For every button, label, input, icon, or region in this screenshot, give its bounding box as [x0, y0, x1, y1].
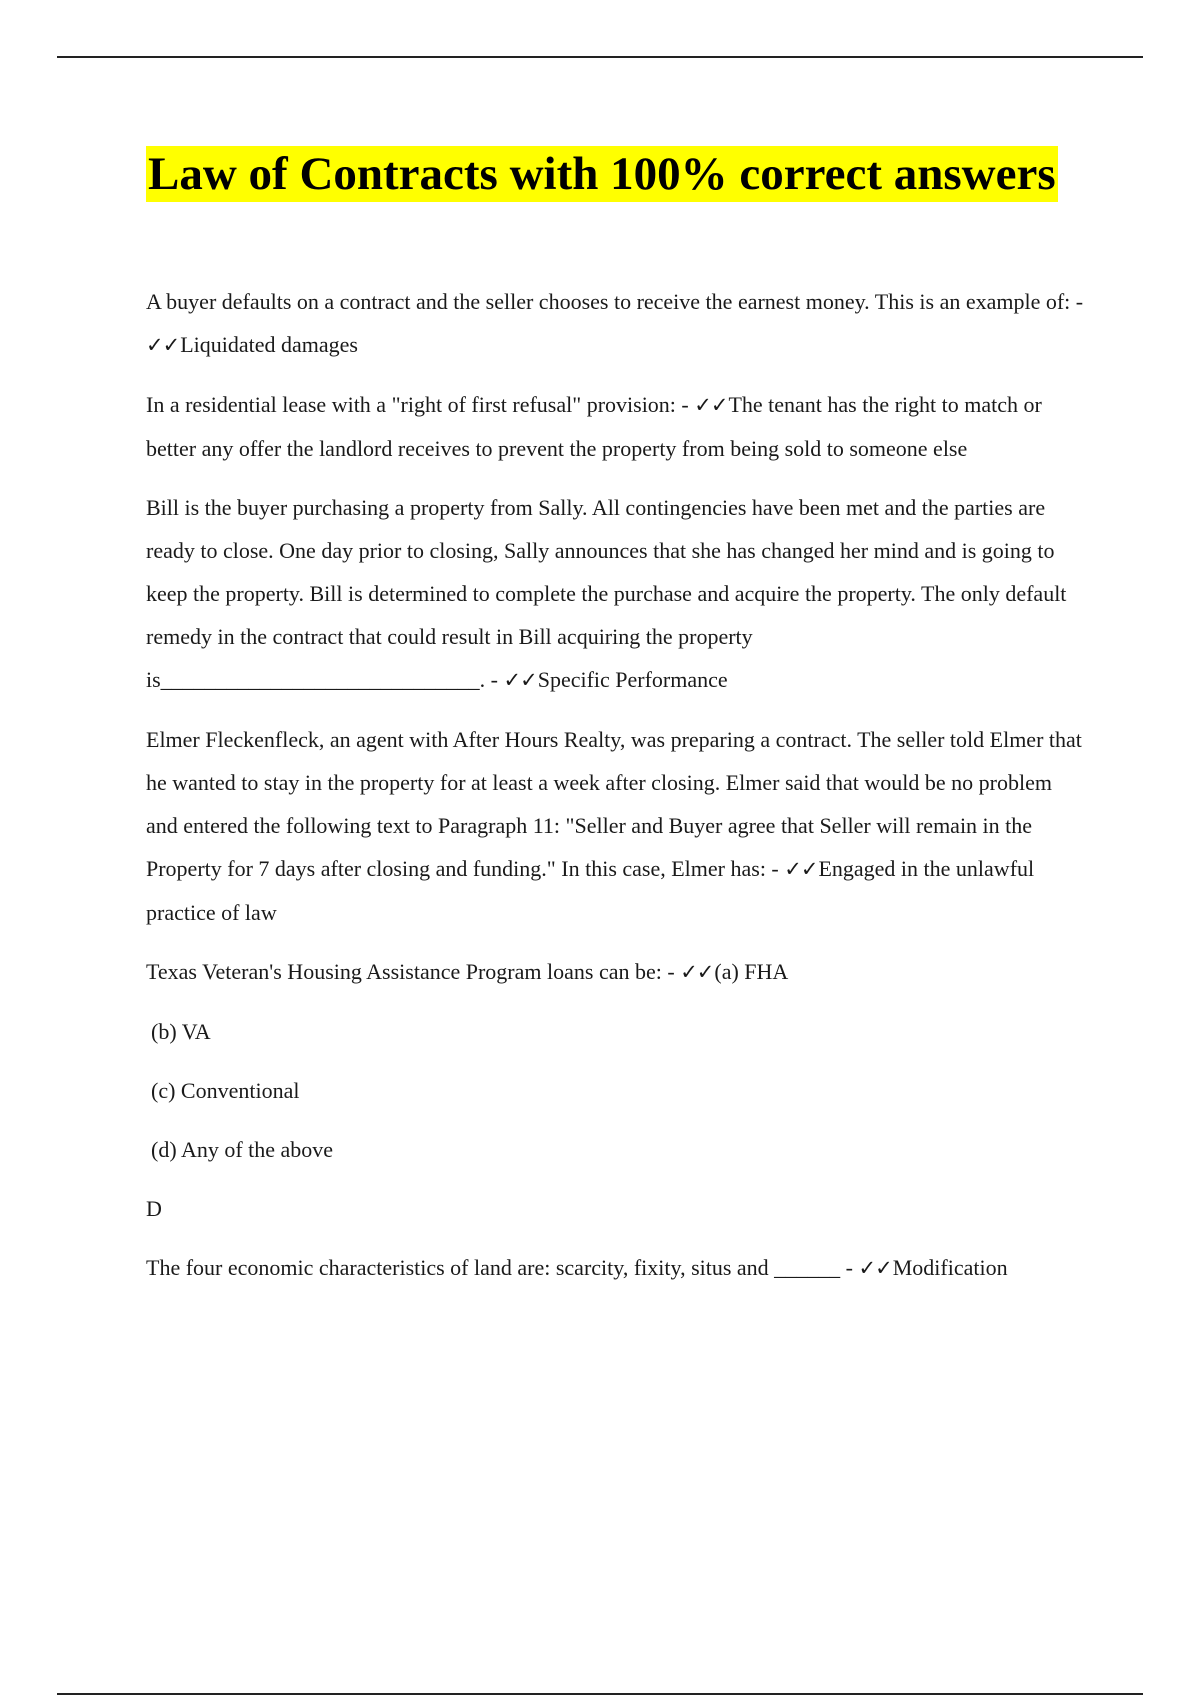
qa-item-6 [146, 1246, 1086, 1290]
double-check-icon: ✓✓ [784, 857, 818, 881]
qa-item-1 [146, 280, 1086, 367]
answer-text: Engaged in the unlawful practice of law [146, 856, 1035, 925]
qa-list [146, 280, 1086, 1290]
option-b: (b) VA [151, 1019, 211, 1044]
question-text: A buyer defaults on a contract and the seller chooses to receive the earnest money. This is an example of: - [146, 289, 1084, 314]
double-check-icon: ✓✓ [503, 668, 537, 692]
option-d: (d) Any of the above [151, 1137, 334, 1162]
question-text: Texas Veteran's Housing Assistance Program loans can be: - [146, 959, 675, 984]
options-answer: D [146, 1196, 162, 1221]
question-text: The four economic characteristics of land are: scarcity, fixity, situs and ______ - [146, 1255, 854, 1280]
double-check-icon: ✓✓ [146, 333, 180, 357]
qa-item-3 [146, 486, 1086, 702]
qa-item-4 [146, 718, 1086, 934]
answer-text: The tenant has the right to match or better any offer the landlord receives to prevent the property from being sold to someone else [146, 392, 1042, 461]
double-check-icon: ✓✓ [694, 393, 728, 417]
answer-text: Specific Performance [537, 667, 728, 692]
answer-text: Modification [892, 1255, 1008, 1280]
double-check-icon: ✓✓ [858, 1256, 892, 1280]
qa-item-2 [146, 383, 1086, 470]
double-check-icon: ✓✓ [680, 960, 714, 984]
question-text: Bill is the buyer purchasing a property from Sally. All contingencies have been met and the parties are ready to close. One day prior to closing, Sally announces that she has changed her mind and is going to keep the property. Bill is determined to complete the purchase and acquire the property. The only default remedy in the contract that could result in Bill acquiring the property is_____________________________. - [146, 495, 1067, 692]
page-title: Law of Contracts with 100% correct answers [148, 148, 1056, 200]
question-text: In a residential lease with a "right of first refusal" provision: - [146, 392, 689, 417]
bottom-rule [57, 1693, 1143, 1695]
option-c: (c) Conventional [151, 1078, 300, 1103]
document-body [146, 146, 1086, 1306]
answer-text: (a) FHA [714, 959, 789, 984]
question-text: Elmer Fleckenfleck, an agent with After Hours Realty, was preparing a contract. The seller told Elmer that he wanted to stay in the property for at least a week after closing. Elmer said that would be no problem and entered the following text to Paragraph 11: "Seller and Buyer agree that Seller will remain in the Property for 7 days after closing and funding." In this case, Elmer has: - [146, 727, 1082, 881]
qa-item-5 [146, 950, 1086, 994]
answer-text: Liquidated damages [180, 332, 358, 357]
top-rule [57, 56, 1143, 58]
